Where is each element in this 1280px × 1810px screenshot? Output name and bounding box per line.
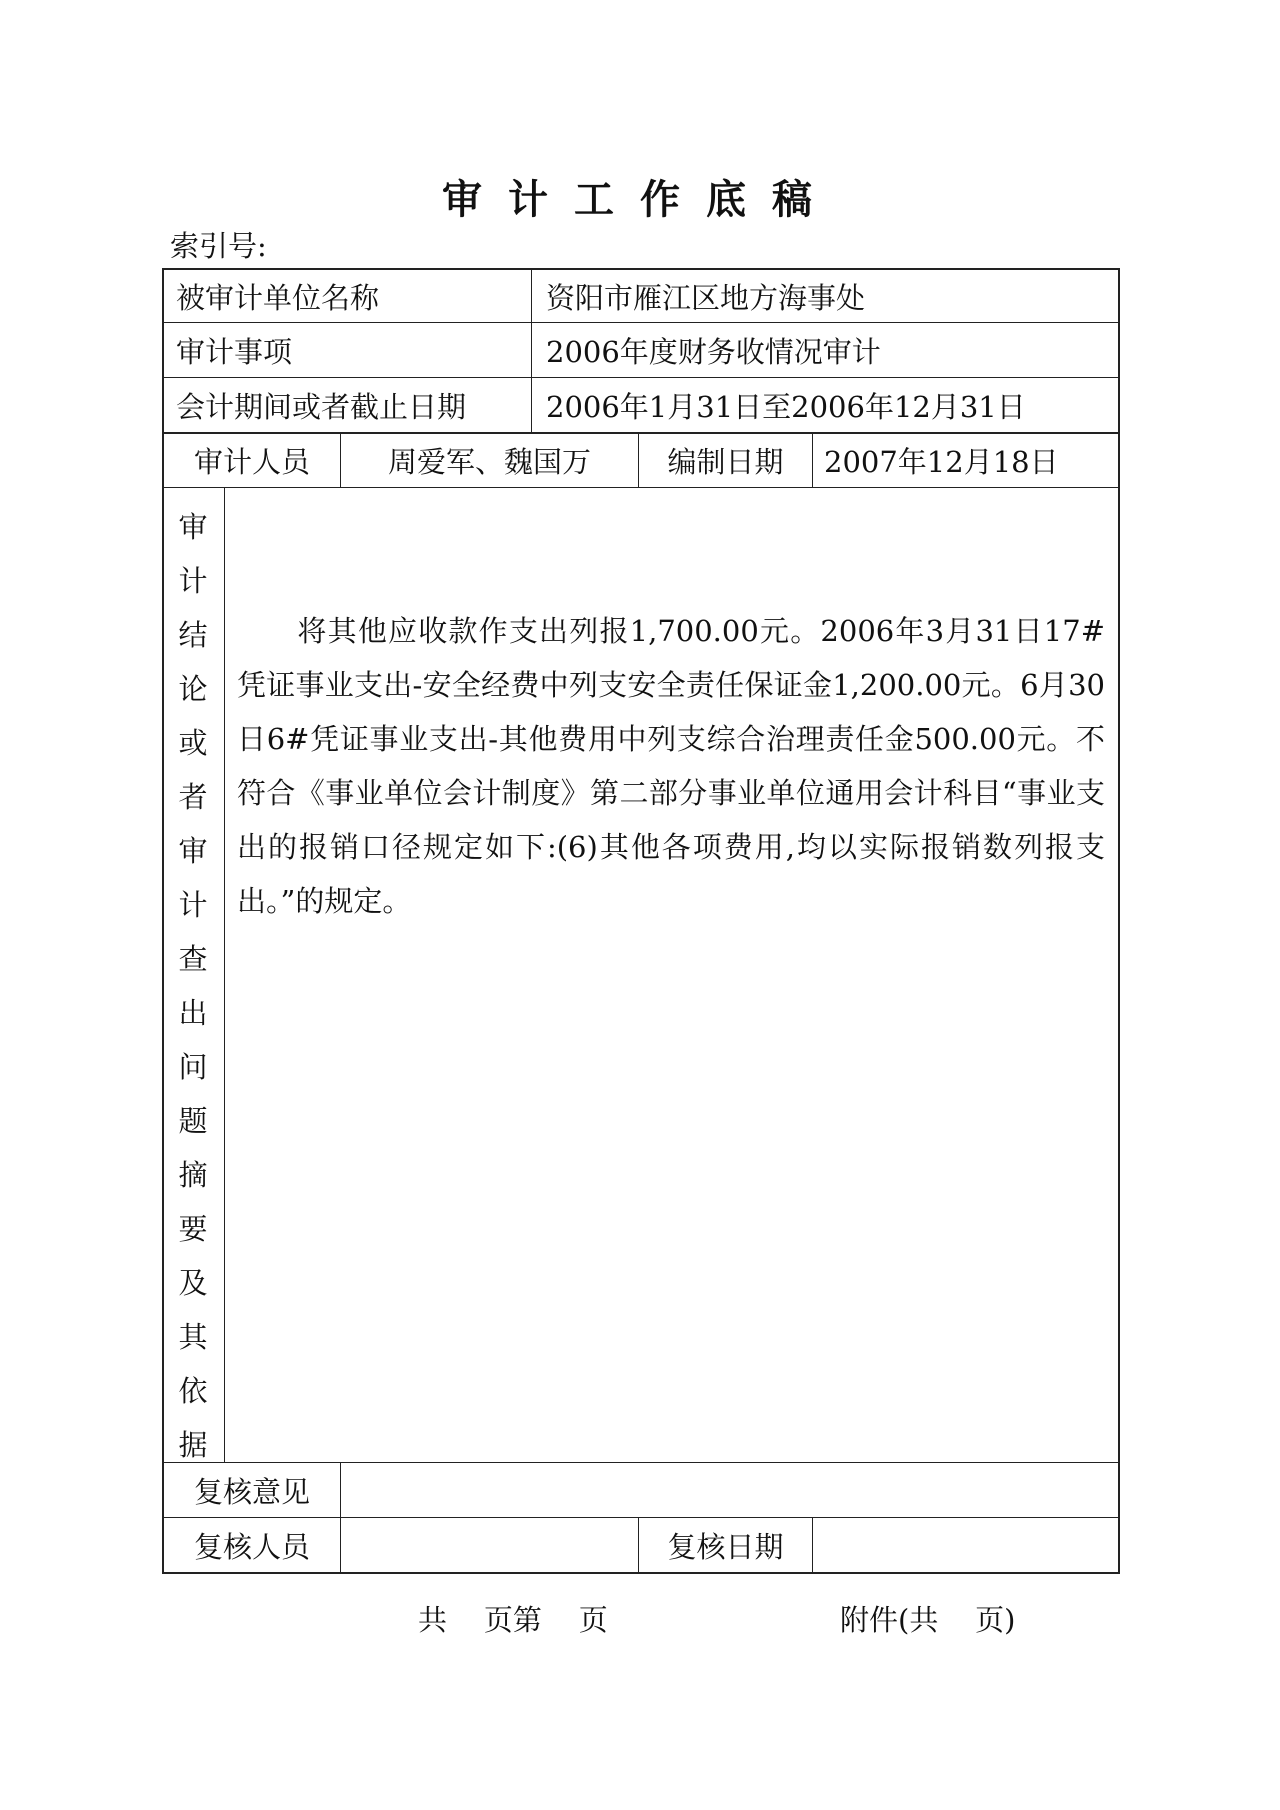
label-char: 摘 bbox=[178, 1158, 208, 1192]
reviewer-label: 复核人员 bbox=[193, 1529, 310, 1564]
index-number-label: 索引号: bbox=[170, 229, 267, 263]
column-divider bbox=[812, 1518, 813, 1573]
audit-item-label: 审计事项 bbox=[176, 334, 293, 369]
column-divider bbox=[224, 488, 225, 1462]
auditors-value: 周爱军、魏国万 bbox=[387, 445, 591, 479]
review-opinion-label: 复核意见 bbox=[193, 1474, 310, 1509]
label-char: 出 bbox=[178, 996, 208, 1030]
auditors-label: 审计人员 bbox=[193, 445, 310, 479]
audited-unit-label: 被审计单位名称 bbox=[176, 280, 380, 315]
audit-item-value: 2006年度财务收情况审计 bbox=[546, 334, 881, 369]
label-char: 题 bbox=[178, 1104, 208, 1138]
label-char: 或 bbox=[178, 726, 208, 760]
label-char: 审 bbox=[178, 510, 208, 544]
period-label: 会计期间或者截止日期 bbox=[176, 389, 467, 424]
page-count-footer: 共 页第 页 bbox=[418, 1603, 608, 1637]
label-char: 问 bbox=[178, 1050, 208, 1084]
label-char: 者 bbox=[178, 780, 208, 814]
table-border-bottom bbox=[162, 1572, 1120, 1574]
label-char: 计 bbox=[178, 888, 208, 922]
prepared-date-value: 2007年12月18日 bbox=[824, 445, 1059, 479]
label-char: 查 bbox=[178, 942, 208, 976]
page-title: 审计工作底稿 bbox=[442, 177, 838, 223]
label-char: 论 bbox=[178, 672, 208, 706]
prepared-date-label: 编制日期 bbox=[667, 445, 784, 479]
period-value: 2006年1月31日至2006年12月31日 bbox=[546, 389, 1026, 424]
table-border-right bbox=[1118, 268, 1120, 1574]
label-char: 及 bbox=[178, 1266, 208, 1300]
attachment-count-footer: 附件(共 页) bbox=[840, 1603, 1016, 1637]
audited-unit-value: 资阳市雁江区地方海事处 bbox=[546, 280, 866, 315]
label-char: 其 bbox=[178, 1320, 208, 1354]
label-char: 据 bbox=[178, 1428, 208, 1462]
column-divider bbox=[531, 268, 532, 432]
conclusion-label-vertical bbox=[163, 500, 223, 1472]
row-divider bbox=[162, 487, 1120, 488]
label-char: 计 bbox=[178, 564, 208, 598]
label-char: 依 bbox=[178, 1374, 208, 1408]
label-char: 要 bbox=[178, 1212, 208, 1246]
column-divider bbox=[812, 433, 813, 487]
label-char: 审 bbox=[178, 834, 208, 868]
review-date-label: 复核日期 bbox=[667, 1529, 784, 1564]
column-divider bbox=[340, 1463, 341, 1573]
label-char: 结 bbox=[178, 618, 208, 652]
conclusion-text: 将其他应收款作支出列报1,700.00元。2006年3月31日17#凭证事业支出-安全经费中列支安全责任保证金1,200.00元。6月30日6#凭证事业支出-其他费用中列支综合治理责任金500.00元。不符合《事业单位会计制度》第二部分事业单位通用会计科目“事业支出的报销口径规定如下:(6)其他各项费用,均以实际报销数列报支出。”的规定。 bbox=[237, 614, 1105, 918]
